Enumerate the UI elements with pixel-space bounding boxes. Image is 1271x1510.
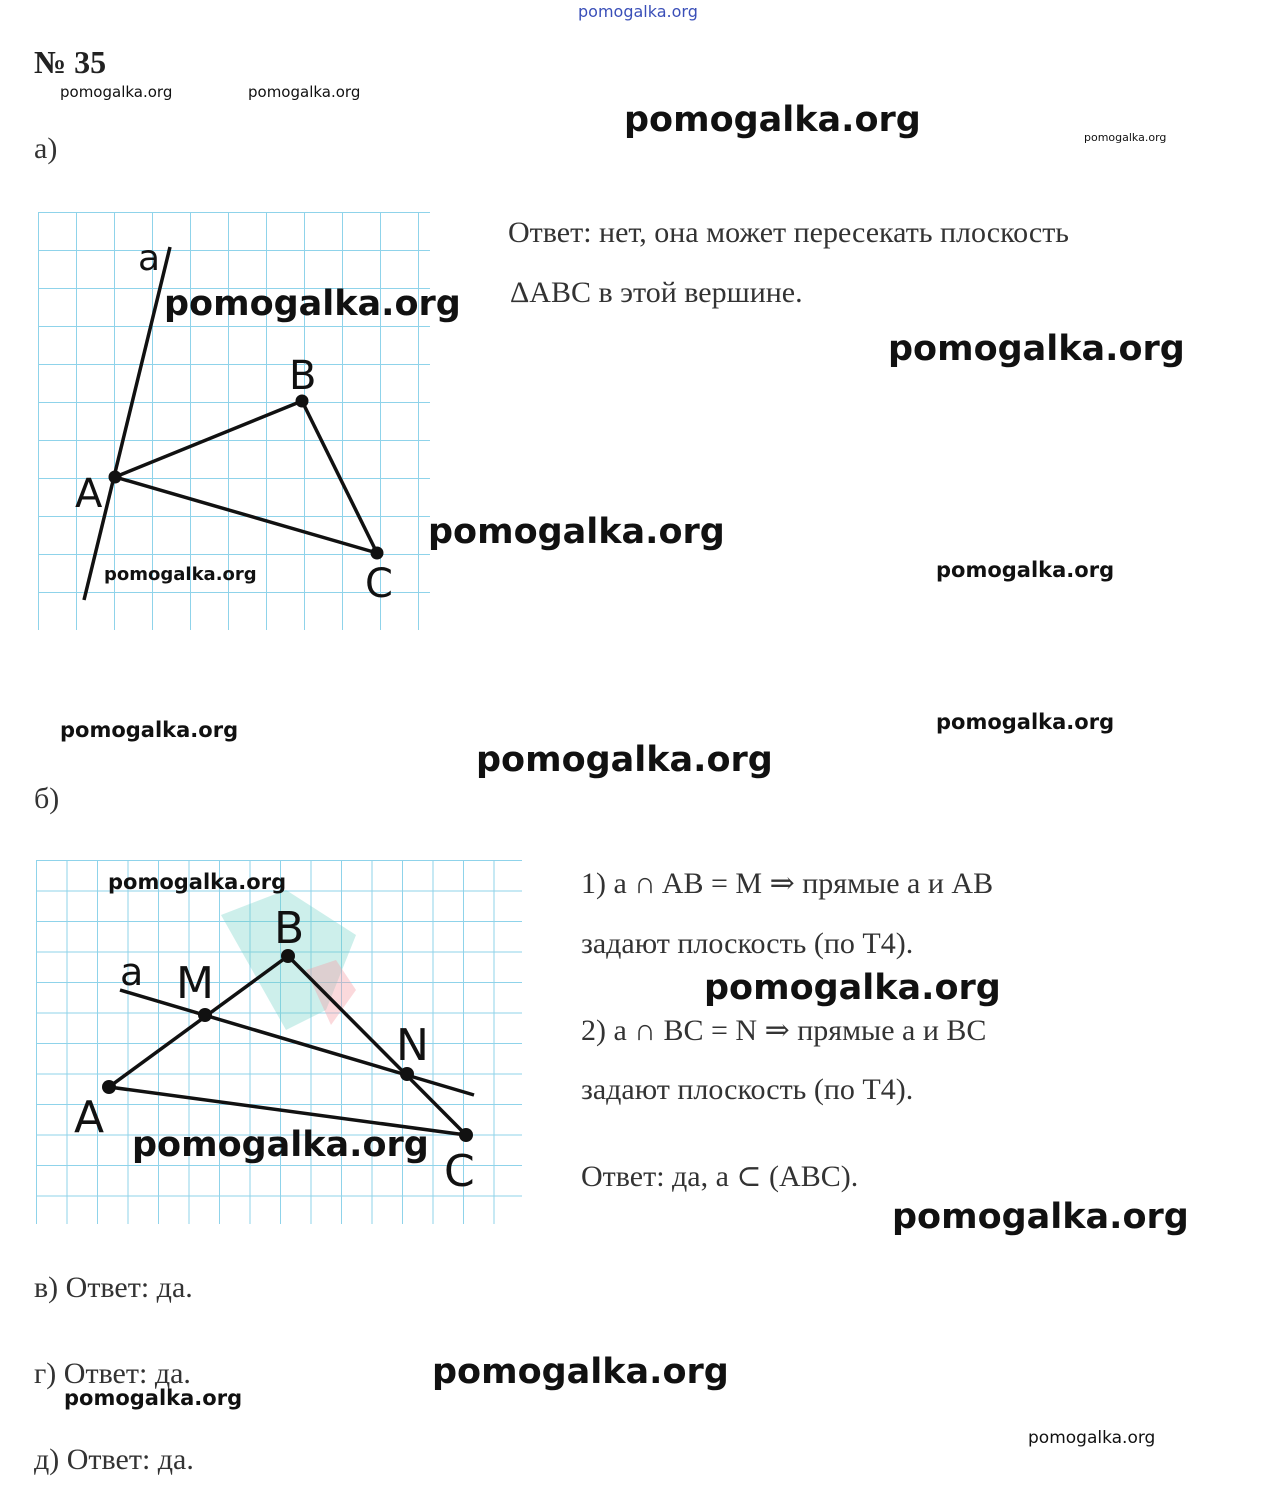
watermark: pomogalka.org — [164, 284, 461, 324]
task-title: № 35 — [34, 44, 107, 80]
watermark: pomogalka.org — [624, 100, 921, 140]
label-point-a: A — [75, 471, 103, 517]
watermark: pomogalka.org — [1084, 131, 1167, 144]
label-point-c: C — [365, 561, 393, 607]
label-line-a: a — [138, 238, 161, 279]
watermark: pomogalka.org — [60, 718, 239, 742]
part-b-step2-line1: 2) a ∩ BC = N ⇒ прямые a и BC — [581, 1014, 987, 1047]
watermark: pomogalka.org — [476, 740, 773, 780]
part-b-step2-line2: задают плоскость (по T4). — [581, 1073, 914, 1106]
part-a-label: а) — [34, 132, 58, 165]
watermark: pomogalka.org — [60, 83, 173, 101]
part-a-answer-line1: Ответ: нет, она может пересекать плоскость — [508, 216, 1069, 249]
part-a-answer-line2: ΔABC в этой вершине. — [510, 276, 803, 309]
label-point-c: C — [444, 1146, 475, 1197]
watermark: pomogalka.org — [704, 968, 1001, 1008]
watermark: pomogalka.org — [936, 710, 1115, 734]
part-g-answer: г) Ответ: да. — [34, 1357, 191, 1390]
point-c — [371, 547, 384, 560]
watermark: pomogalka.org — [64, 1386, 243, 1410]
watermark: pomogalka.org — [432, 1352, 729, 1392]
part-b-step1-line2: задают плоскость (по T4). — [581, 927, 914, 960]
watermark: pomogalka.org — [132, 1125, 429, 1165]
watermark: pomogalka.org — [248, 83, 361, 101]
point-a — [109, 471, 122, 484]
part-b-step1-line1: 1) a ∩ AB = M ⇒ прямые a и AB — [581, 867, 994, 900]
part-b-answer: Ответ: да, a ⊂ (ABC). — [581, 1160, 859, 1193]
watermark: pomogalka.org — [888, 329, 1185, 369]
watermark-top: pomogalka.org — [578, 2, 698, 21]
watermark: pomogalka.org — [892, 1197, 1189, 1237]
watermark: pomogalka.org — [108, 870, 287, 894]
watermark: pomogalka.org — [428, 512, 725, 552]
point-m — [198, 1008, 212, 1022]
label-point-m: M — [176, 958, 214, 1009]
label-point-b: B — [289, 353, 317, 399]
watermark: pomogalka.org — [936, 558, 1115, 582]
part-v-answer: в) Ответ: да. — [34, 1271, 193, 1304]
label-line-a: a — [120, 950, 144, 994]
watermark: pomogalka.org — [104, 564, 257, 585]
label-point-n: N — [396, 1020, 429, 1071]
figure-b — [36, 860, 522, 1224]
watermark: pomogalka.org — [1028, 1428, 1156, 1448]
label-point-a: A — [74, 1092, 105, 1143]
label-point-b: B — [274, 903, 305, 954]
part-b-label: б) — [34, 782, 60, 815]
part-d-answer: д) Ответ: да. — [34, 1443, 194, 1476]
point-c — [459, 1128, 473, 1142]
